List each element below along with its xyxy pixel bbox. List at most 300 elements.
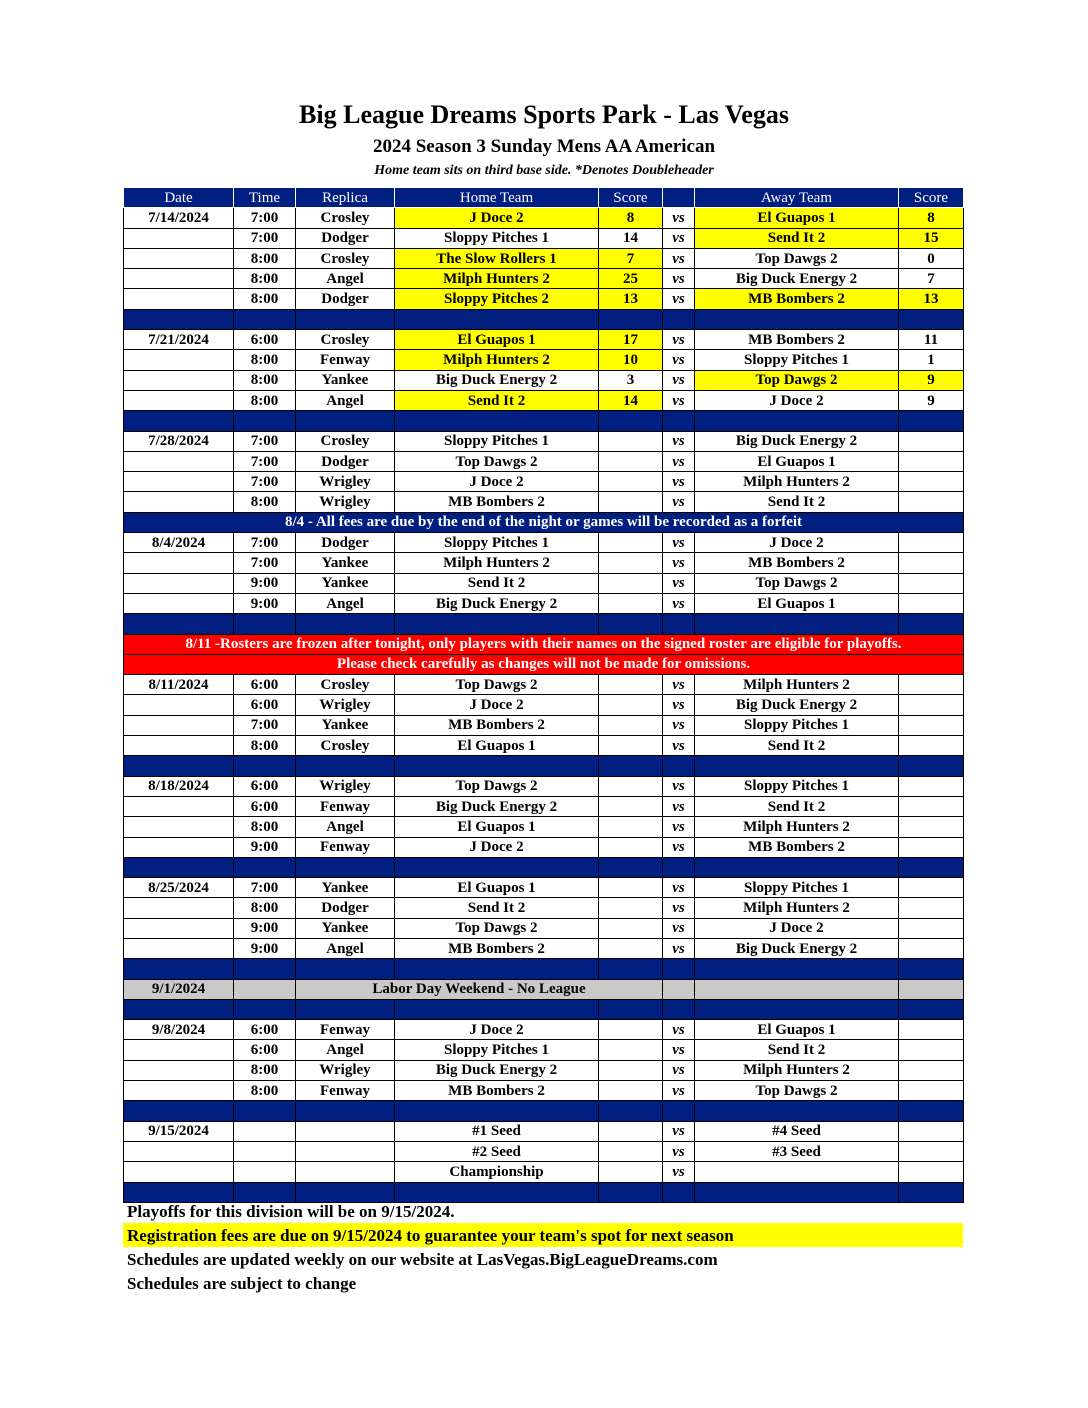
time-cell: 7:00 <box>234 208 296 228</box>
home-team-cell: El Guapos 1 <box>395 878 599 898</box>
away-team-cell: Sloppy Pitches 1 <box>695 776 899 796</box>
away-score-cell <box>899 451 964 471</box>
separator-row <box>124 959 964 979</box>
game-row <box>124 878 964 898</box>
away-team-cell: Send It 2 <box>695 736 899 756</box>
home-team-cell: #2 Seed <box>395 1141 599 1161</box>
away-score-cell: 7 <box>899 269 964 289</box>
separator-cell <box>695 411 899 431</box>
date-cell: 7/21/2024 <box>124 330 234 350</box>
home-score-cell: 25 <box>599 269 663 289</box>
separator-cell <box>663 959 695 979</box>
vs-cell: vs <box>663 675 695 695</box>
date-cell <box>124 228 234 248</box>
time-cell: 9:00 <box>234 837 296 857</box>
time-cell: 6:00 <box>234 695 296 715</box>
field-cell: Crosley <box>296 736 395 756</box>
home-score-cell <box>599 776 663 796</box>
game-row <box>124 451 964 471</box>
game-row <box>124 593 964 613</box>
col-header-vs <box>663 188 695 208</box>
away-score-cell <box>899 492 964 512</box>
separator-cell <box>663 999 695 1019</box>
time-cell: 7:00 <box>234 553 296 573</box>
field-cell: Angel <box>296 1040 395 1060</box>
game-row <box>124 898 964 918</box>
date-cell: 9/15/2024 <box>124 1121 234 1141</box>
separator-cell <box>899 411 964 431</box>
game-row <box>124 1162 964 1182</box>
away-team-cell: J Doce 2 <box>695 390 899 410</box>
date-cell <box>124 1141 234 1161</box>
time-cell: 7:00 <box>234 431 296 451</box>
vs-cell: vs <box>663 431 695 451</box>
home-team-cell: MB Bombers 2 <box>395 715 599 735</box>
away-team-cell: Sloppy Pitches 1 <box>695 878 899 898</box>
away-team-cell: Sloppy Pitches 1 <box>695 715 899 735</box>
separator-cell <box>296 309 395 329</box>
home-team-cell: J Doce 2 <box>395 472 599 492</box>
holiday-row <box>124 979 964 999</box>
away-score-cell <box>899 1040 964 1060</box>
home-score-cell <box>599 918 663 938</box>
field-cell: Crosley <box>296 675 395 695</box>
time-cell: 7:00 <box>234 228 296 248</box>
field-cell: Dodger <box>296 898 395 918</box>
game-row <box>124 817 964 837</box>
away-team-cell: Top Dawgs 2 <box>695 248 899 268</box>
vs-cell: vs <box>663 269 695 289</box>
away-team-cell: Big Duck Energy 2 <box>695 431 899 451</box>
away-score-cell: 11 <box>899 330 964 350</box>
time-cell: 8:00 <box>234 736 296 756</box>
separator-cell <box>899 999 964 1019</box>
vs-cell: vs <box>663 248 695 268</box>
away-team-cell: Milph Hunters 2 <box>695 817 899 837</box>
game-row <box>124 208 964 228</box>
away-score-cell <box>899 1121 964 1141</box>
separator-cell <box>395 1101 599 1121</box>
field-cell: Crosley <box>296 208 395 228</box>
separator-cell <box>663 1101 695 1121</box>
date-cell <box>124 492 234 512</box>
away-team-cell: MB Bombers 2 <box>695 553 899 573</box>
game-row <box>124 431 964 451</box>
away-score-cell <box>899 1020 964 1040</box>
date-cell: 7/14/2024 <box>124 208 234 228</box>
away-score-cell: 0 <box>899 248 964 268</box>
separator-cell <box>296 999 395 1019</box>
home-team-cell: Top Dawgs 2 <box>395 776 599 796</box>
vs-cell: vs <box>663 736 695 756</box>
home-score-cell <box>599 1162 663 1182</box>
time-cell: 9:00 <box>234 573 296 593</box>
home-score-cell <box>599 898 663 918</box>
away-team-cell: El Guapos 1 <box>695 451 899 471</box>
time-cell: 9:00 <box>234 593 296 613</box>
away-team-cell: Send It 2 <box>695 492 899 512</box>
away-score-cell: 8 <box>899 208 964 228</box>
separator-cell <box>234 756 296 776</box>
time-cell <box>234 1141 296 1161</box>
separator-cell <box>599 857 663 877</box>
separator-row <box>124 1101 964 1121</box>
vs-cell: vs <box>663 390 695 410</box>
away-team-cell: Send It 2 <box>695 228 899 248</box>
home-team-cell: J Doce 2 <box>395 208 599 228</box>
time-cell: 7:00 <box>234 715 296 735</box>
date-cell <box>124 573 234 593</box>
home-score-cell: 3 <box>599 370 663 390</box>
date-cell <box>124 1060 234 1080</box>
time-cell <box>234 1162 296 1182</box>
away-team-cell <box>695 979 899 999</box>
home-score-cell <box>599 472 663 492</box>
field-cell: Fenway <box>296 350 395 370</box>
field-cell: Crosley <box>296 248 395 268</box>
field-cell: Yankee <box>296 715 395 735</box>
away-score-cell <box>899 736 964 756</box>
separator-row <box>124 857 964 877</box>
game-row <box>124 269 964 289</box>
game-row <box>124 553 964 573</box>
field-cell: Wrigley <box>296 695 395 715</box>
away-team-cell: MB Bombers 2 <box>695 330 899 350</box>
home-score-cell: 10 <box>599 350 663 370</box>
separator-row <box>124 756 964 776</box>
away-team-cell: Big Duck Energy 2 <box>695 695 899 715</box>
separator-cell <box>899 1101 964 1121</box>
page-title: Big League Dreams Sports Park - Las Vegas <box>299 100 789 129</box>
field-cell <box>296 1141 395 1161</box>
vs-cell: vs <box>663 796 695 816</box>
separator-cell <box>234 857 296 877</box>
time-cell: 6:00 <box>234 330 296 350</box>
separator-cell <box>296 959 395 979</box>
schedule-table <box>123 187 964 1203</box>
away-team-cell: El Guapos 1 <box>695 1020 899 1040</box>
vs-cell: vs <box>663 330 695 350</box>
field-cell: Wrigley <box>296 1060 395 1080</box>
time-cell: 8:00 <box>234 898 296 918</box>
time-cell: 7:00 <box>234 451 296 471</box>
separator-row <box>124 1182 964 1202</box>
home-team-cell: Big Duck Energy 2 <box>395 370 599 390</box>
date-cell <box>124 898 234 918</box>
date-cell <box>124 938 234 958</box>
time-cell: 8:00 <box>234 390 296 410</box>
home-score-cell <box>599 553 663 573</box>
away-team-cell: Big Duck Energy 2 <box>695 269 899 289</box>
separator-cell <box>599 756 663 776</box>
separator-cell <box>234 999 296 1019</box>
vs-cell: vs <box>663 492 695 512</box>
game-row <box>124 248 964 268</box>
away-score-cell <box>899 431 964 451</box>
separator-cell <box>124 756 234 776</box>
separator-cell <box>899 1182 964 1202</box>
home-team-cell: Big Duck Energy 2 <box>395 796 599 816</box>
separator-cell <box>124 959 234 979</box>
away-score-cell <box>899 715 964 735</box>
home-score-cell <box>599 1141 663 1161</box>
vs-cell <box>663 979 695 999</box>
separator-cell <box>695 959 899 979</box>
home-score-cell <box>599 1040 663 1060</box>
vs-cell: vs <box>663 715 695 735</box>
home-team-cell: Send It 2 <box>395 390 599 410</box>
date-cell <box>124 1040 234 1060</box>
separator-cell <box>395 411 599 431</box>
field-cell: Wrigley <box>296 776 395 796</box>
home-score-cell <box>599 675 663 695</box>
col-header-away-score: Score <box>899 188 964 208</box>
home-score-cell <box>599 715 663 735</box>
home-score-cell <box>599 533 663 553</box>
separator-cell <box>599 411 663 431</box>
field-cell: Wrigley <box>296 492 395 512</box>
game-row <box>124 715 964 735</box>
away-score-cell <box>899 675 964 695</box>
date-cell: 9/8/2024 <box>124 1020 234 1040</box>
field-cell: Dodger <box>296 228 395 248</box>
home-score-cell <box>599 736 663 756</box>
game-row <box>124 1081 964 1101</box>
game-row <box>124 390 964 410</box>
home-team-cell: Big Duck Energy 2 <box>395 1060 599 1080</box>
separator-cell <box>663 756 695 776</box>
date-cell <box>124 796 234 816</box>
away-score-cell <box>899 938 964 958</box>
time-cell: 9:00 <box>234 918 296 938</box>
separator-cell <box>395 857 599 877</box>
home-team-cell: Sloppy Pitches 1 <box>395 1040 599 1060</box>
vs-cell: vs <box>663 593 695 613</box>
separator-cell <box>899 309 964 329</box>
game-row <box>124 350 964 370</box>
away-team-cell: El Guapos 1 <box>695 208 899 228</box>
time-cell <box>234 979 296 999</box>
separator-cell <box>296 1182 395 1202</box>
field-cell: Angel <box>296 938 395 958</box>
home-team-cell: J Doce 2 <box>395 837 599 857</box>
time-cell: 7:00 <box>234 878 296 898</box>
home-team-cell: Top Dawgs 2 <box>395 451 599 471</box>
away-score-cell <box>899 1060 964 1080</box>
separator-cell <box>395 756 599 776</box>
home-score-cell: 14 <box>599 390 663 410</box>
notice-banner: 8/4 - All fees are due by the end of the night or games will be recorded as a forfeit <box>124 512 964 532</box>
page-note: Home team sits on third base side. *Denotes Doubleheader <box>374 163 714 178</box>
away-team-cell: Send It 2 <box>695 796 899 816</box>
field-cell: Fenway <box>296 1020 395 1040</box>
time-cell: 8:00 <box>234 370 296 390</box>
home-team-cell: Milph Hunters 2 <box>395 553 599 573</box>
separator-cell <box>395 999 599 1019</box>
footer-registration-note: Registration fees are due on 9/15/2024 to guarantee your team's spot for next season <box>127 1226 734 1245</box>
notice-banner-row <box>124 512 964 532</box>
col-header-replica: Replica <box>296 188 395 208</box>
away-team-cell: El Guapos 1 <box>695 593 899 613</box>
date-cell <box>124 837 234 857</box>
col-header-home-score: Score <box>599 188 663 208</box>
home-score-cell <box>599 837 663 857</box>
time-cell: 8:00 <box>234 248 296 268</box>
home-team-cell: #1 Seed <box>395 1121 599 1141</box>
game-row <box>124 492 964 512</box>
field-cell: Fenway <box>296 837 395 857</box>
time-cell: 9:00 <box>234 938 296 958</box>
separator-cell <box>899 857 964 877</box>
game-row <box>124 1121 964 1141</box>
separator-cell <box>663 309 695 329</box>
roster-alert: 8/11 -Rosters are frozen after tonight, only players with their names on the signed roster are eligible for playoffs. <box>124 634 964 654</box>
date-cell <box>124 1081 234 1101</box>
away-score-cell <box>899 898 964 918</box>
time-cell: 6:00 <box>234 1040 296 1060</box>
separator-cell <box>899 756 964 776</box>
field-cell: Angel <box>296 593 395 613</box>
home-team-cell: Championship <box>395 1162 599 1182</box>
home-team-cell: Milph Hunters 2 <box>395 269 599 289</box>
game-row <box>124 533 964 553</box>
home-team-cell: MB Bombers 2 <box>395 492 599 512</box>
separator-cell <box>124 411 234 431</box>
game-row <box>124 736 964 756</box>
home-score-cell <box>599 796 663 816</box>
home-score-cell <box>599 451 663 471</box>
away-team-cell: Milph Hunters 2 <box>695 898 899 918</box>
home-score-cell: 7 <box>599 248 663 268</box>
date-cell <box>124 370 234 390</box>
time-cell: 8:00 <box>234 1060 296 1080</box>
home-team-cell: Top Dawgs 2 <box>395 675 599 695</box>
separator-cell <box>395 959 599 979</box>
vs-cell: vs <box>663 533 695 553</box>
separator-cell <box>234 959 296 979</box>
separator-cell <box>599 309 663 329</box>
away-team-cell: MB Bombers 2 <box>695 289 899 309</box>
vs-cell: vs <box>663 837 695 857</box>
vs-cell: vs <box>663 289 695 309</box>
home-team-cell: Sloppy Pitches 1 <box>395 228 599 248</box>
away-team-cell: Top Dawgs 2 <box>695 1081 899 1101</box>
separator-cell <box>663 411 695 431</box>
game-row <box>124 695 964 715</box>
date-cell <box>124 918 234 938</box>
separator-cell <box>395 309 599 329</box>
home-score-cell <box>599 1060 663 1080</box>
separator-cell <box>695 999 899 1019</box>
col-header-home-team: Home Team <box>395 188 599 208</box>
separator-cell <box>599 614 663 634</box>
game-row <box>124 1020 964 1040</box>
game-row <box>124 370 964 390</box>
away-team-cell <box>695 1162 899 1182</box>
footer-website-note: Schedules are updated weekly on our website at LasVegas.BigLeagueDreams.com <box>127 1250 718 1269</box>
away-score-cell <box>899 593 964 613</box>
time-cell: 6:00 <box>234 675 296 695</box>
game-row <box>124 1060 964 1080</box>
game-row <box>124 289 964 309</box>
home-score-cell: 8 <box>599 208 663 228</box>
separator-cell <box>395 614 599 634</box>
vs-cell: vs <box>663 350 695 370</box>
home-score-cell <box>599 878 663 898</box>
time-cell: 7:00 <box>234 472 296 492</box>
home-team-cell: The Slow Rollers 1 <box>395 248 599 268</box>
field-cell: Fenway <box>296 1081 395 1101</box>
separator-row <box>124 614 964 634</box>
separator-cell <box>124 614 234 634</box>
home-team-cell: Send It 2 <box>395 898 599 918</box>
away-team-cell: Milph Hunters 2 <box>695 472 899 492</box>
time-cell: 8:00 <box>234 492 296 512</box>
date-cell <box>124 715 234 735</box>
vs-cell: vs <box>663 1162 695 1182</box>
home-team-cell: Send It 2 <box>395 573 599 593</box>
date-cell: 8/18/2024 <box>124 776 234 796</box>
field-cell: Yankee <box>296 918 395 938</box>
field-cell: Crosley <box>296 330 395 350</box>
separator-cell <box>296 1101 395 1121</box>
date-cell <box>124 350 234 370</box>
home-team-cell: El Guapos 1 <box>395 330 599 350</box>
footer-change-note: Schedules are subject to change <box>127 1274 357 1293</box>
away-team-cell: Sloppy Pitches 1 <box>695 350 899 370</box>
away-score-cell <box>899 573 964 593</box>
roster-alert-row <box>124 654 964 674</box>
away-score-cell <box>899 918 964 938</box>
away-team-cell: Milph Hunters 2 <box>695 1060 899 1080</box>
separator-cell <box>663 1182 695 1202</box>
vs-cell: vs <box>663 228 695 248</box>
away-team-cell: Top Dawgs 2 <box>695 370 899 390</box>
home-score-cell <box>599 573 663 593</box>
separator-cell <box>296 614 395 634</box>
separator-cell <box>124 857 234 877</box>
game-row <box>124 1141 964 1161</box>
separator-cell <box>695 857 899 877</box>
time-cell: 6:00 <box>234 1020 296 1040</box>
separator-cell <box>296 756 395 776</box>
col-header-date: Date <box>124 188 234 208</box>
home-team-cell: Top Dawgs 2 <box>395 918 599 938</box>
game-row <box>124 776 964 796</box>
separator-cell <box>124 1182 234 1202</box>
home-score-cell: 14 <box>599 228 663 248</box>
roster-alert: Please check carefully as changes will not be made for omissions. <box>124 654 964 674</box>
separator-cell <box>124 1101 234 1121</box>
vs-cell: vs <box>663 1141 695 1161</box>
game-row <box>124 472 964 492</box>
separator-cell <box>296 857 395 877</box>
separator-cell <box>234 309 296 329</box>
game-row <box>124 918 964 938</box>
home-team-cell: Sloppy Pitches 1 <box>395 431 599 451</box>
away-score-cell <box>899 878 964 898</box>
date-cell <box>124 695 234 715</box>
home-team-cell: El Guapos 1 <box>395 817 599 837</box>
date-cell <box>124 1162 234 1182</box>
time-cell: 8:00 <box>234 350 296 370</box>
date-cell <box>124 472 234 492</box>
time-cell: 6:00 <box>234 796 296 816</box>
vs-cell: vs <box>663 776 695 796</box>
away-score-cell: 9 <box>899 370 964 390</box>
time-cell <box>234 1121 296 1141</box>
date-cell <box>124 553 234 573</box>
